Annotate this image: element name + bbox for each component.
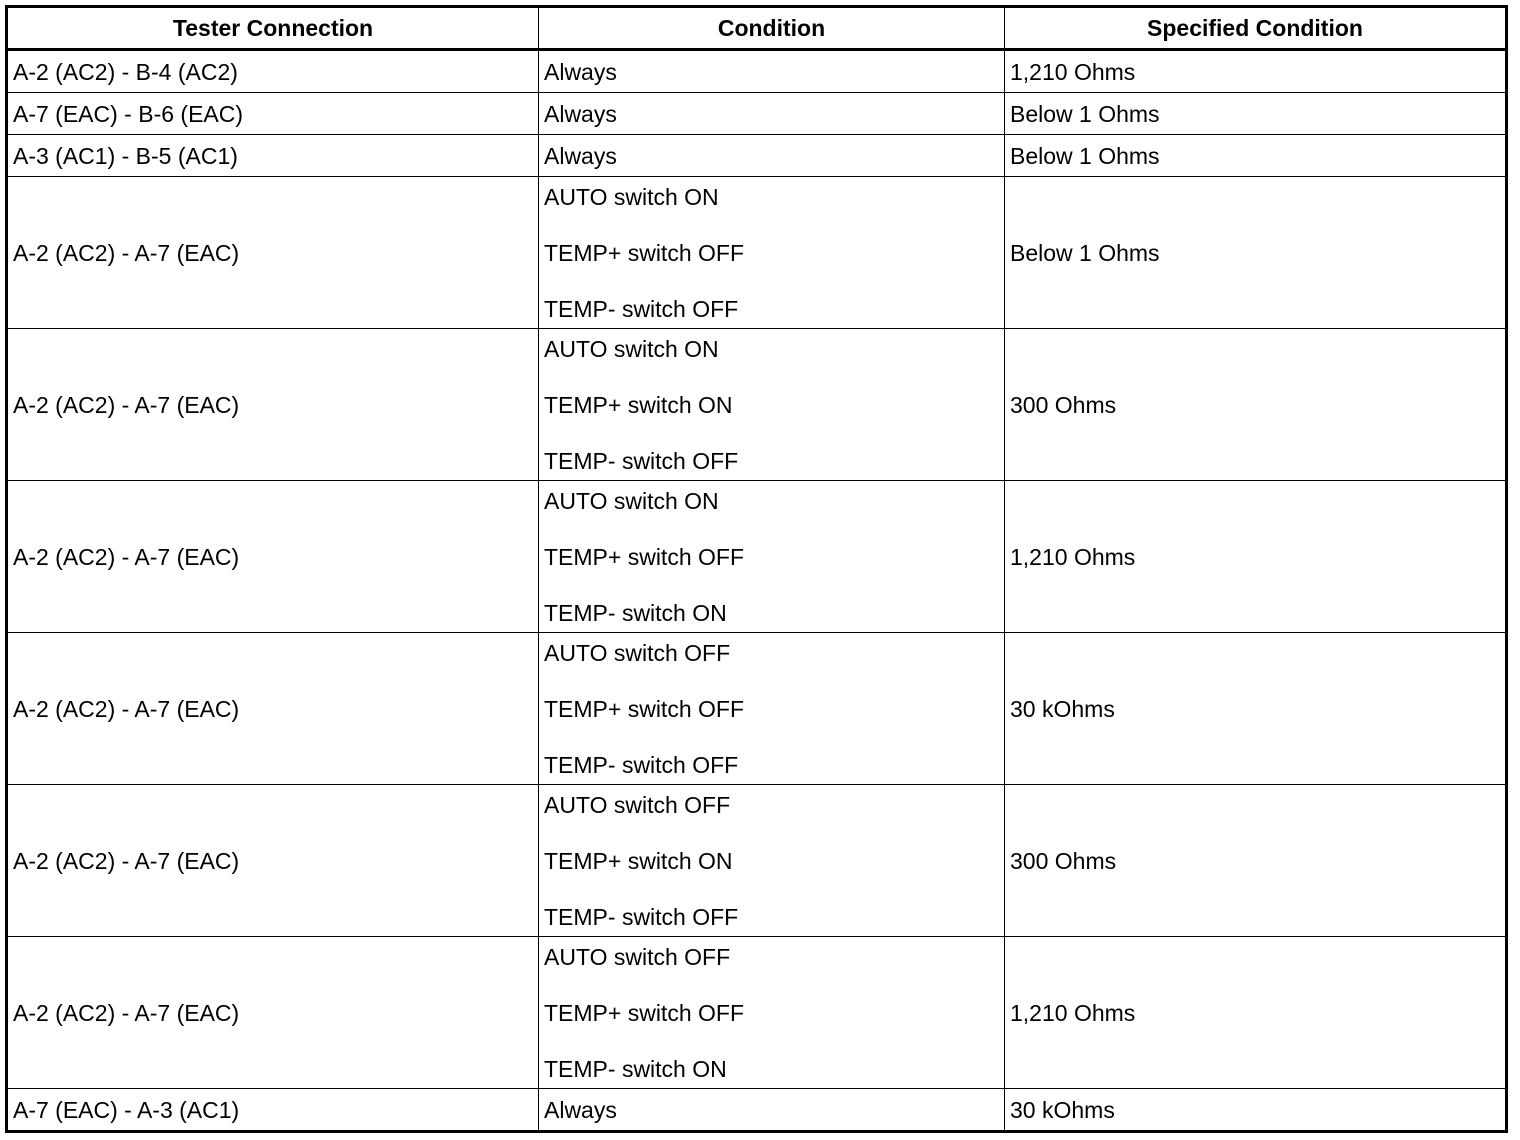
condition-cell: Always [539,1089,1005,1132]
tester-connection-cell: A-2 (AC2) - A-7 (EAC) [7,177,539,329]
condition-cell: Always [539,135,1005,177]
condition-line: AUTO switch ON [544,487,719,514]
tester-connection-cell: A-3 (AC1) - B-5 (AC1) [7,135,539,177]
condition-line: TEMP- switch ON [544,1055,727,1082]
tester-connection-cell: A-2 (AC2) - A-7 (EAC) [7,937,539,1089]
condition-line: TEMP- switch OFF [544,903,739,930]
tester-connection-cell: A-2 (AC2) - A-7 (EAC) [7,633,539,785]
header-tester-connection: Tester Connection [7,7,539,50]
condition-cell: Always [539,93,1005,135]
condition-line: TEMP+ switch OFF [544,543,744,570]
specified-condition-cell: 30 kOhms [1005,1089,1507,1132]
table-row [7,785,1507,937]
condition-cell [539,177,1005,329]
specified-condition-cell: 300 Ohms [1005,785,1507,937]
tester-connection-cell: A-7 (EAC) - B-6 (EAC) [7,93,539,135]
table-row [7,135,1507,177]
specified-condition-cell: Below 1 Ohms [1005,177,1507,329]
condition-line: TEMP- switch OFF [544,447,739,474]
table-row [7,93,1507,135]
condition-line: TEMP- switch ON [544,599,727,626]
tester-connection-cell: A-2 (AC2) - A-7 (EAC) [7,481,539,633]
condition-line: AUTO switch ON [544,183,719,210]
condition-cell [539,937,1005,1089]
header-specified-condition: Specified Condition [1005,7,1507,50]
table-row [7,329,1507,481]
condition-cell [539,329,1005,481]
condition-line: TEMP+ switch OFF [544,999,744,1026]
table-row [7,177,1507,329]
table-row [7,481,1507,633]
condition-cell [539,633,1005,785]
tester-connection-cell: A-2 (AC2) - B-4 (AC2) [7,50,539,93]
specified-condition-cell: Below 1 Ohms [1005,93,1507,135]
condition-line: TEMP+ switch OFF [544,695,744,722]
header-condition: Condition [539,7,1005,50]
condition-line: AUTO switch OFF [544,639,731,666]
table-row [7,50,1507,93]
condition-line: TEMP+ switch ON [544,391,733,418]
condition-line: TEMP+ switch OFF [544,239,744,266]
table-row [7,1089,1507,1132]
spec-table [5,5,1508,1133]
table-row [7,633,1507,785]
condition-line: TEMP- switch OFF [544,295,739,322]
tester-connection-cell: A-7 (EAC) - A-3 (AC1) [7,1089,539,1132]
condition-cell [539,481,1005,633]
condition-cell: Always [539,50,1005,93]
tester-connection-cell: A-2 (AC2) - A-7 (EAC) [7,785,539,937]
tester-connection-cell: A-2 (AC2) - A-7 (EAC) [7,329,539,481]
condition-line: TEMP+ switch ON [544,847,733,874]
table-row [7,937,1507,1089]
specified-condition-cell: 300 Ohms [1005,329,1507,481]
condition-line: AUTO switch OFF [544,791,731,818]
condition-line: TEMP- switch OFF [544,751,739,778]
condition-line: AUTO switch OFF [544,943,731,970]
specified-condition-cell: 1,210 Ohms [1005,481,1507,633]
specified-condition-cell: 1,210 Ohms [1005,937,1507,1089]
specified-condition-cell: Below 1 Ohms [1005,135,1507,177]
condition-line: AUTO switch ON [544,335,719,362]
specified-condition-cell: 30 kOhms [1005,633,1507,785]
table-header-row [7,7,1507,50]
specified-condition-cell: 1,210 Ohms [1005,50,1507,93]
condition-cell [539,785,1005,937]
